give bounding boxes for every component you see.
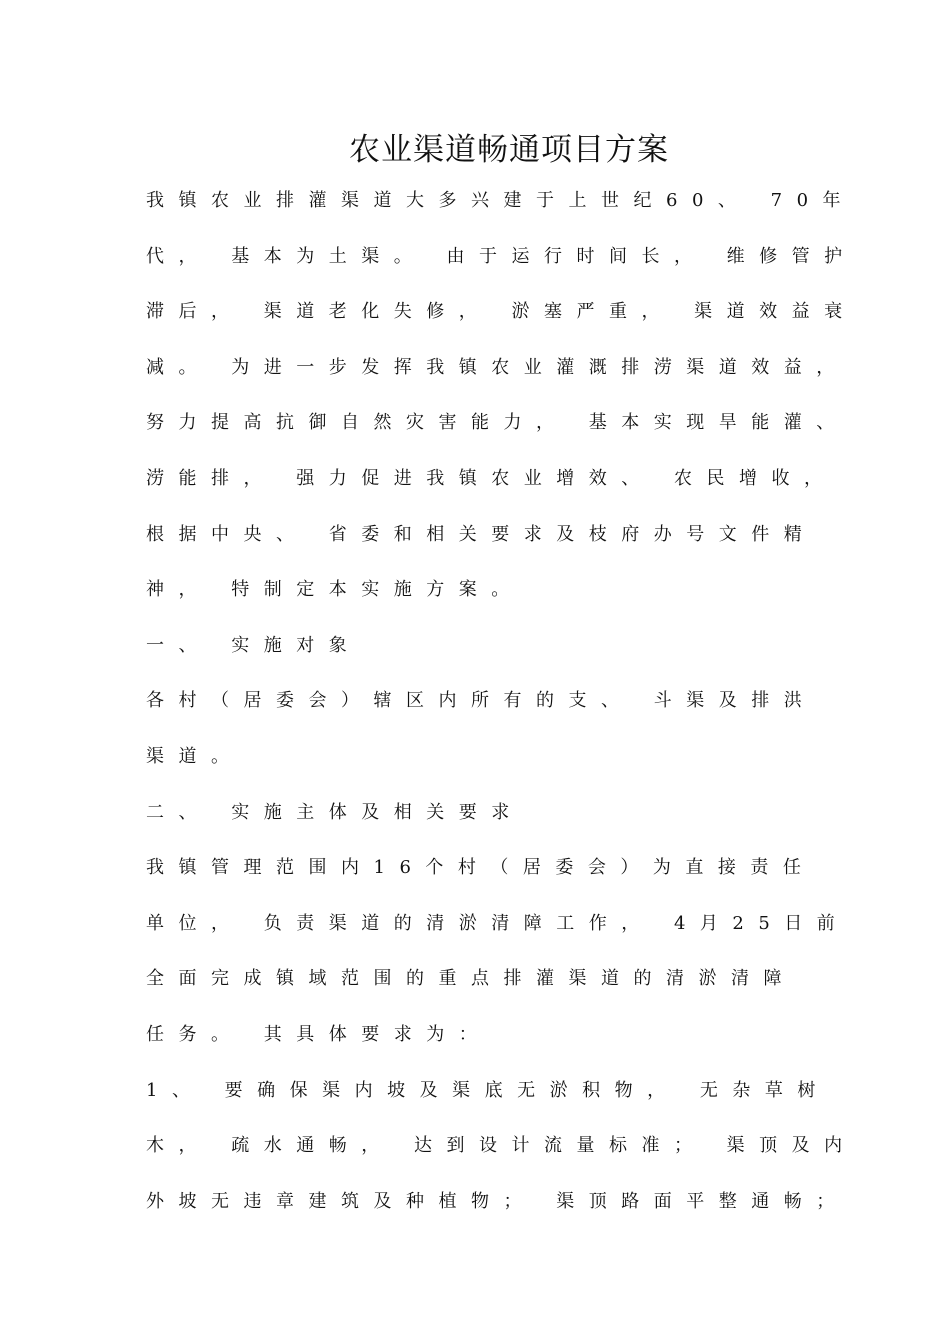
paragraph-line: 我镇管理范围内16个村（居委会）为直接责任 [146, 857, 816, 879]
section-heading-1: 一、 实施对象 [146, 634, 362, 656]
paragraph-line: 单位， 负责渠道的清淤清障工作， 4月25日前 [146, 912, 850, 934]
paragraph-line: 各村（居委会）辖区内所有的支、 斗渠及排洪 [146, 690, 817, 712]
document-title: 农业渠道畅通项目方案 [349, 132, 669, 168]
paragraph-line: 我镇农业排灌渠道大多兴建于上世纪60、 70年 [146, 190, 856, 211]
paragraph-line: 涝能排， 强力促进我镇农业增效、 农民增收， [146, 467, 837, 489]
paragraph-line: 渠道。 [146, 745, 244, 767]
paragraph-line: 全面完成镇域范围的重点排灌渠道的清淤清障 [146, 968, 796, 990]
section-heading-2: 二、 实施主体及相关要求 [146, 801, 524, 823]
document-body [146, 186, 857, 1242]
paragraph-line: 外坡无违章建筑及种植物； 渠顶路面平整通畅； [146, 1190, 849, 1212]
paragraph-line: 滞后， 渠道老化失修， 淤塞严重， 渠道效益衰 [146, 301, 857, 323]
paragraph-line: 神， 特制定本实施方案。 [146, 579, 524, 601]
paragraph-line: 代， 基本为土渠。 由于运行时间长， 维修管护 [146, 245, 857, 267]
paragraph-line: 减。 为进一步发挥我镇农业灌溉排涝渠道效益， [146, 356, 849, 378]
paragraph-line: 木， 疏水通畅， 达到设计流量标准； 渠顶及内 [146, 1135, 857, 1157]
list-item-line: 1、 要确保渠内坡及渠底无淤积物， 无杂草树 [146, 1079, 830, 1101]
paragraph-line: 任务。 其具体要求为： [146, 1023, 492, 1045]
paragraph-line: 根据中央、 省委和相关要求及枝府办号文件精 [146, 523, 817, 545]
paragraph-line: 努力提高抗御自然灾害能力， 基本实现旱能灌、 [146, 412, 849, 434]
